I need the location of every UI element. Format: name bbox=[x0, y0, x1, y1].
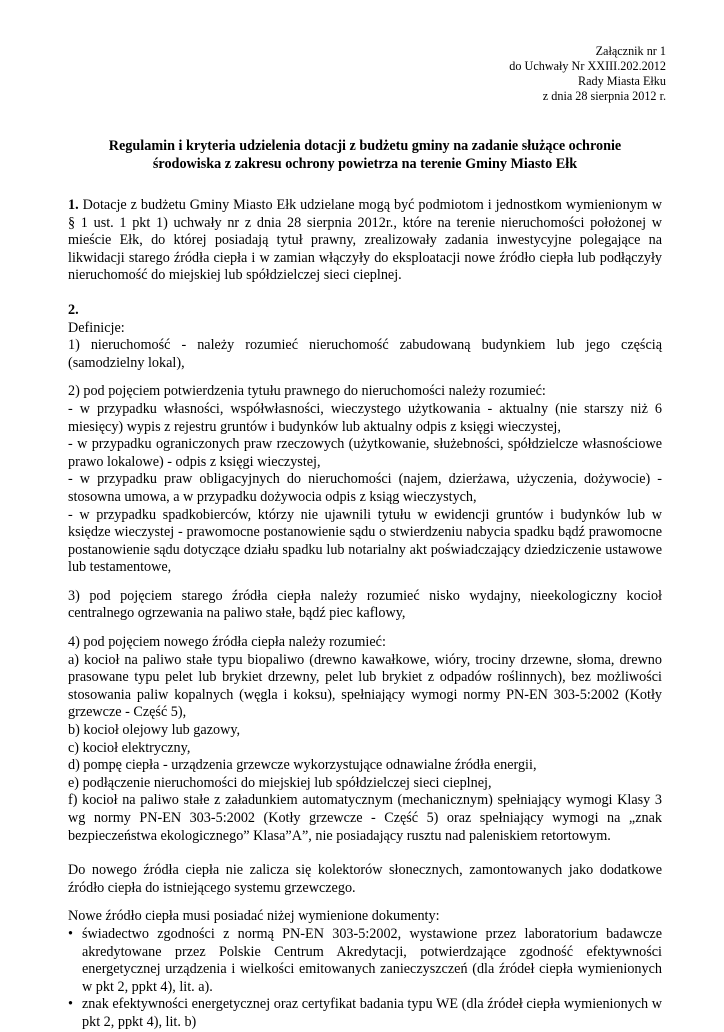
document-title bbox=[68, 137, 662, 173]
section-label: Definicje: bbox=[68, 319, 125, 336]
definition-4-item: e) podłączenie nieruchomości do miejskiej lub spółdzielczej sieci cieplnej, bbox=[68, 774, 492, 791]
section-number: 1. bbox=[68, 197, 79, 213]
section-number: 2. bbox=[68, 301, 79, 318]
title-line: środowiska z zakresu ochrony powietrza na terenie Gminy Miasto Ełk bbox=[152, 156, 578, 172]
definition-2-intro: 2) pod pojęciem potwierdzenia tytułu prawnego do nieruchomości należy rozumieć: bbox=[68, 383, 546, 400]
section-text: Dotacje z budżetu Gminy Miasto Ełk udzielane mogą być podmiotom i jednostkom wymienionym w § 1 ust. 1 pkt 1) uchwały nr z dnia 28 sierpnia 2012r., które na terenie nieruchomości położonej w mieście Ełk, do której posiadają tytuł prawny, zrealizowały zadania inwestycyjne polegające na likwidacji starego źródła ciepła i w zamian włączyły do eksploatacji nowe źródło ciepła lub podłączyły nieruchomość do miejskiej lub spółdzielczej sieci cieplnej. bbox=[68, 197, 663, 284]
definition-2-item: - w przypadku własności, współwłasności, wieczystego użytkowania - aktualny (nie starszy niż 6 miesięcy) wypis z rejestru gruntów i budynków lub aktualny odpis z księgi wieczystej, bbox=[68, 400, 662, 435]
definition-2-item: - w przypadku praw obligacyjnych do nieruchomości (najem, dzierżawa, użyczenia, dożywocie) - stosowna umowa, a w przypadku dożywocia odpis z ksiąg wieczystych, bbox=[68, 471, 662, 505]
list-item: • znak efektywności energetycznej oraz certyfikat badania typu WE (dla źródeł ciepła wymienionych w pkt 2, ppkt 4), lit. b) bbox=[68, 996, 662, 1031]
definition-2-item: - w przypadku spadkobierców, którzy nie ujawnili tytułu w ewidencji gruntów i budynków lub w księdze wieczystej - prawomocne postanowienie sądu o stwierdzeniu nabycia spadku bądź prawomocne postanowienie sądu dotyczące działu spadku lub notarialny akt poświadczający dziedziczenie ustawowe lub testamentowe, bbox=[68, 506, 662, 576]
attachment-header bbox=[68, 44, 666, 104]
section-1 bbox=[68, 197, 662, 285]
solar-collector-note: Do nowego źródła ciepła nie zalicza się kolektorów słonecznych, zamontowanych jako dodatkowe źródło ciepła do istniejącego systemu grzewczego. bbox=[68, 862, 662, 896]
definition-4-item: d) pompę ciepła - urządzenia grzewcze wykorzystujące odnawialne źródła energii, bbox=[68, 757, 537, 774]
header-line: Rady Miasta Ełku bbox=[577, 74, 666, 88]
definition-4-item: b) kocioł olejowy lub gazowy, bbox=[68, 722, 241, 739]
header-line: Załącznik nr 1 bbox=[595, 44, 666, 58]
definition-3: 3) pod pojęciem starego źródła ciepła należy rozumieć nisko wydajny, nieekologiczny kocioł centralnego ogrzewania na paliwo stałe, bądź piec kaflowy, bbox=[68, 587, 662, 622]
list-item: • świadectwo zgodności z normą PN-EN 303-5:2002, wystawione przez laboratorium badawcze akredytowane przez Polskie Centrum Akredytacji, potwierdzające zgodność efektywności energetycznej urządzenia i wielkości emitowanych zanieczyszczeń (dla źródeł ciepła wymienionych w pkt 2, ppkt 4), lit. a). bbox=[68, 926, 662, 996]
header-line: do Uchwały Nr XXIII.202.2012 bbox=[509, 59, 666, 73]
documents-intro: Nowe źródło ciepła musi posiadać niżej wymienione dokumenty: bbox=[68, 908, 440, 925]
definition-4-item: f) kocioł na paliwo stałe z załadunkiem automatycznym (mechanicznym) spełniający wymogi Klasy 3 wg normy PN-EN 303-5:2002 (Kotły grzewcze - Część 5) oraz spełniający wymogi na „znak bezpieczeństwa ekologicznego” Klasa”A”, nie posiadający rusztu nad paleniskiem retortowym. bbox=[68, 792, 662, 844]
definition-1: 1) nieruchomość - należy rozumieć nieruchomość zabudowaną budynkiem lub jego częścią (samodzielny lokal), bbox=[68, 337, 662, 371]
section-2-heading bbox=[68, 302, 662, 337]
title-line: Regulamin i kryteria udzielenia dotacji z budżetu gminy na zadanie służące ochronie bbox=[108, 138, 622, 154]
documents-list bbox=[68, 926, 662, 1032]
definition-2-item: - w przypadku ograniczonych praw rzeczowych (użytkowanie, służebności, spółdzielcze własnościowe prawo lokalowe) - odpis z księgi wieczystej, bbox=[68, 436, 662, 470]
definition-4-intro: 4) pod pojęciem nowego źródła ciepła należy rozumieć: bbox=[68, 634, 386, 651]
header-line: z dnia 28 sierpnia 2012 r. bbox=[542, 89, 666, 103]
definition-4-item: c) kocioł elektryczny, bbox=[68, 739, 191, 756]
definition-4-item: a) kocioł na paliwo stałe typu biopaliwo (drewno kawałkowe, wióry, trociny drzewne, słoma, drewno prasowane typu pelet lub brykiet drzewny, pelet lub brykiet z odpadów roślinnych), bez możliwości stosowania paliw kopalnych (węgla i koksu), spełniający wymogi normy PN-EN 303-5:2002 (Kotły grzewcze - Część 5), bbox=[68, 651, 662, 721]
